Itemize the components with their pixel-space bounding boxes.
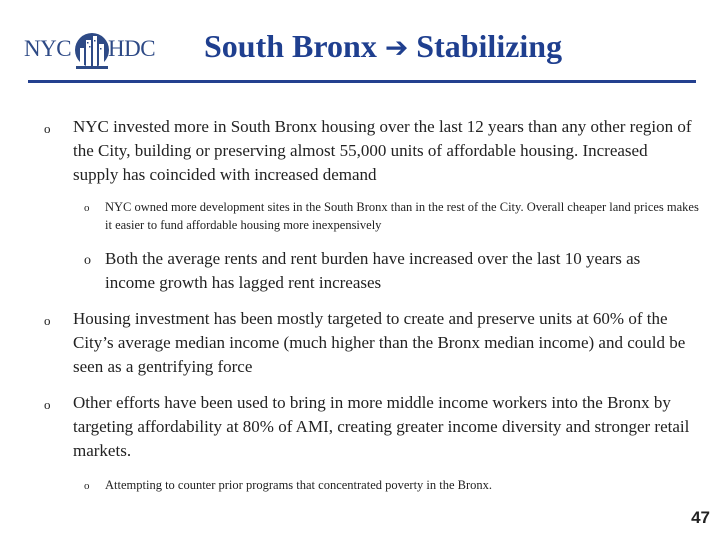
header-divider: [28, 80, 696, 83]
bullet-text: NYC owned more development sites in the South Bronx than in the rest of the City. Overall cheaper land prices makes it easier to fund affordable housing more inexpensively: [105, 200, 699, 232]
bullet-marker: o: [84, 202, 90, 214]
bullet-text: Both the average rents and rent burden have increased over the last 10 years as income growth has lagged rent increases: [105, 249, 641, 292]
list-item: [84, 198, 704, 234]
bullet-text: Other efforts have been used to bring in more middle income workers into the Bronx by targeting affordability at 80% of AMI, creating greater income diversity and stronger retail markets.: [73, 393, 690, 460]
bullet-marker: o: [84, 480, 90, 492]
bullet-marker: o: [44, 313, 51, 328]
bullet-text: Attempting to counter prior programs that concentrated poverty in the Bronx.: [105, 478, 493, 492]
title-part-2: Stabilizing: [416, 28, 563, 64]
list-item: [84, 247, 694, 295]
logo-left-text: NYC: [24, 36, 72, 61]
list-item: [44, 115, 694, 187]
page-title: [204, 28, 562, 65]
list-item: [44, 307, 694, 379]
list-item: [44, 391, 694, 463]
slide-header: [0, 0, 720, 86]
bullet-marker: o: [44, 121, 51, 136]
title-part-1: South Bronx: [204, 28, 377, 64]
nychdc-logo: [24, 28, 164, 74]
bullet-marker: o: [84, 253, 91, 268]
right-arrow-icon: ➔: [384, 31, 409, 64]
bullet-text: Housing investment has been mostly targeted to create and preserve units at 60% of the City’s average median income (much higher than the Bronx median income) and could be seen as a gentrifying force: [73, 309, 686, 376]
list-item: [84, 476, 704, 494]
page-number: 47: [691, 508, 710, 527]
skyline-logo-icon: [74, 28, 110, 74]
logo-right-text: HDC: [108, 36, 156, 61]
bullet-marker: o: [44, 397, 51, 412]
bullet-text: NYC invested more in South Bronx housing over the last 12 years than any other region of the City, building or preserving almost 55,000 units of affordable housing. Increased supply has coincided with increased demand: [73, 117, 692, 184]
